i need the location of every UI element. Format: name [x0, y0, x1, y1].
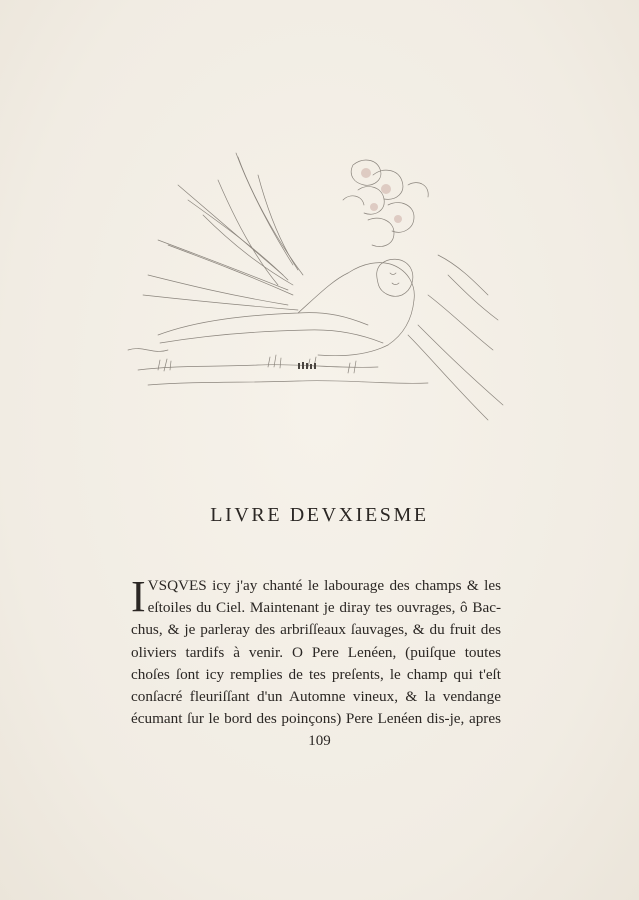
text-line: choſes ſont icy remplies de tes preſents, le champ qui t'eſt — [131, 665, 501, 683]
text-line: écumant ſur le bord des poinçons) Pere Lenéen dis-je, apres — [131, 710, 501, 728]
body-paragraph — [131, 572, 501, 730]
text-line: oliviers tardifs à venir. O Pere Lenéen, (puiſque toutes — [131, 643, 501, 661]
text-line: conſacré fleuriſſant d'un Automne vineux, & la vendange — [131, 687, 501, 705]
drop-cap: I — [131, 572, 146, 621]
reclining-figure-etching-icon — [118, 145, 518, 435]
text-line: VSQVES icy j'ay chanté le labourage des champs & les — [147, 577, 501, 594]
text-line: eſtoiles du Ciel. Maintenant je diray tes ouvrages, ô Bac- — [147, 599, 501, 617]
page-number: 109 — [308, 733, 331, 749]
text-line: chus, & je parleray des arbriſſeaux ſauvages, & du fruit des — [131, 621, 501, 639]
chapter-title: LIVRE DEVXIESME — [210, 504, 429, 526]
